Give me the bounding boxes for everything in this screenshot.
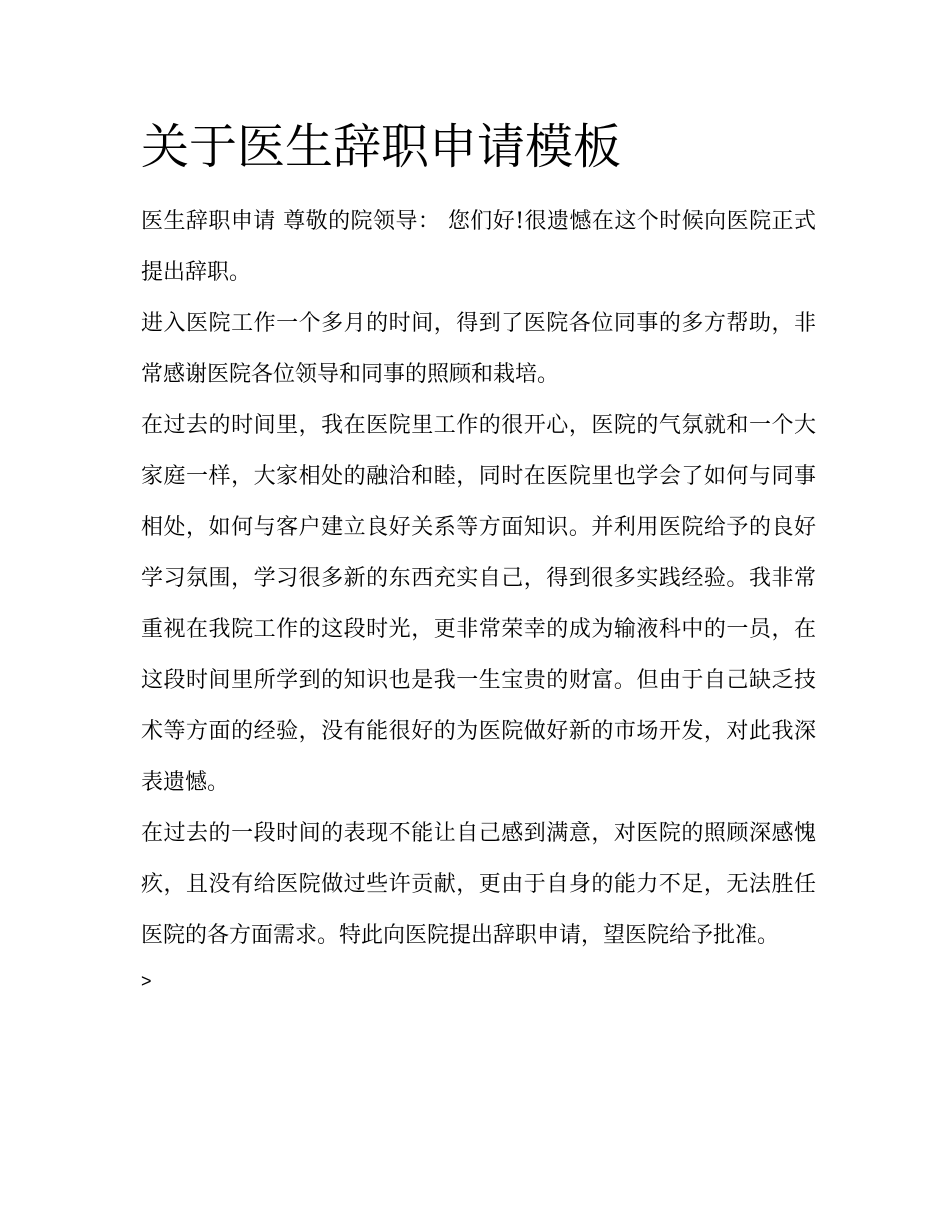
document-title: 关于医生辞职申请模板: [141, 119, 622, 175]
trailing-marker: >: [141, 971, 152, 991]
document-body: [141, 112, 816, 1001]
paragraph-thanks: 进入医院工作一个多月的时间，得到了医院各位同事的多方帮助，非常感谢医院各位领导和同事的照顾和栽培。: [141, 311, 816, 387]
paragraph-experience: 在过去的时间里，我在医院里工作的很开心，医院的气氛就和一个大家庭一样，大家相处的融洽和睦，同时在医院里也学会了如何与同事相处，如何与客户建立良好关系等方面知识。并利用医院给予的良好学习氛围，学习很多新的东西充实自己，得到很多实践经验。我非常重视在我院工作的这段时光，更非常荣幸的成为输液科中的一员，在这段时间里所学到的知识也是我一生宝贵的财富。但由于自己缺乏技术等方面的经验，没有能很好的为医院做好新的市场开发，对此我深表遗憾。: [141, 413, 816, 795]
paragraph-greeting: 医生辞职申请 尊敬的院领导： 您们好!很遗憾在这个时候向医院正式提出辞职。: [141, 209, 816, 285]
paragraph-resignation-request: 在过去的一段时间的表现不能让自己感到满意，对医院的照顾深感愧疚，且没有给医院做过些许贡献，更由于自身的能力不足，无法胜任医院的各方面需求。特此向医院提出辞职申请，望医院给予批准。: [141, 821, 816, 948]
